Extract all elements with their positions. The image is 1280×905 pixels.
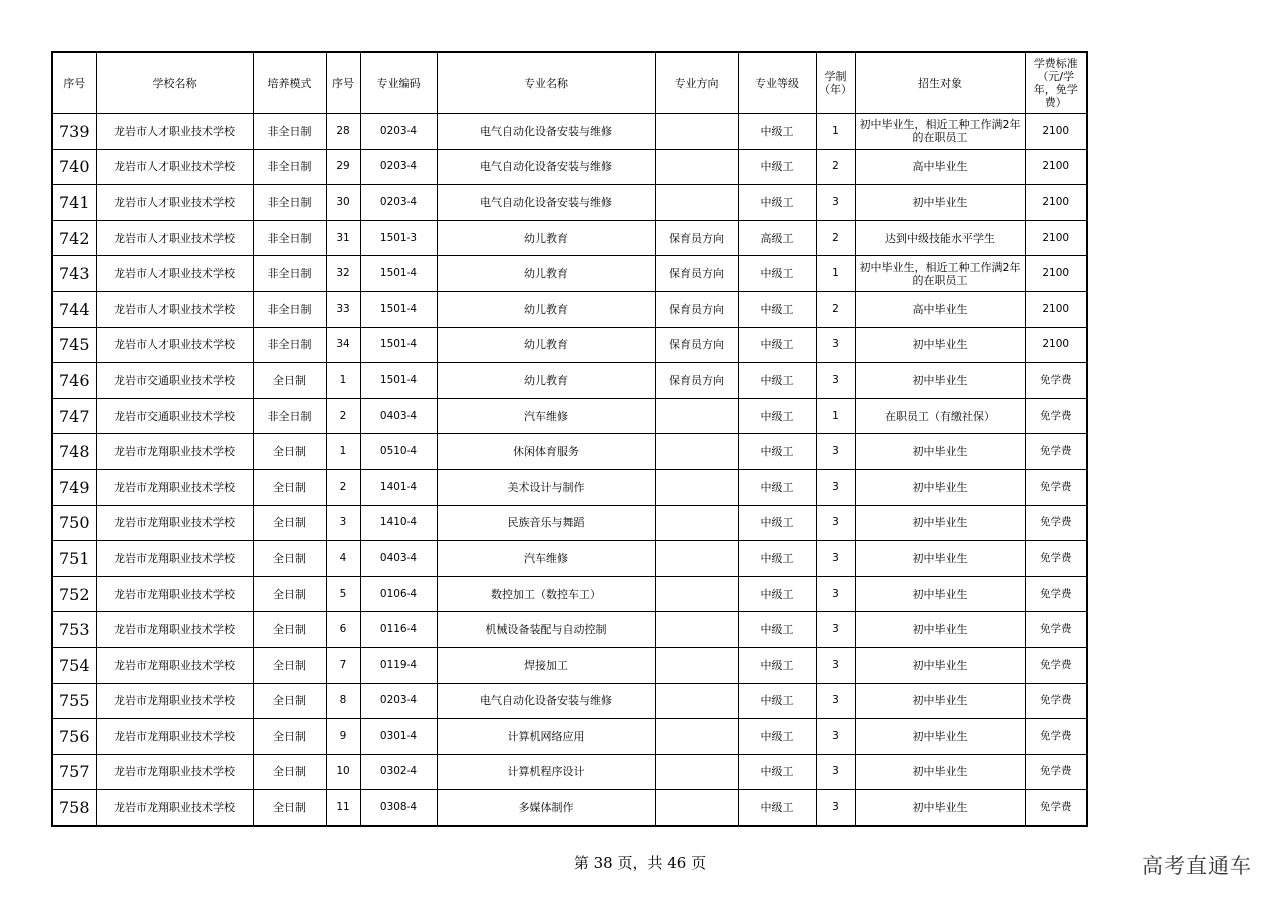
col-header-fee: 学费标准（元/学年，免学费） bbox=[1025, 52, 1087, 114]
cell-no: 758 bbox=[52, 790, 96, 826]
cell-seq: 2 bbox=[326, 469, 360, 505]
cell-mode: 全日制 bbox=[253, 647, 326, 683]
cell-major: 幼儿教育 bbox=[437, 256, 655, 292]
cell-code: 1501-4 bbox=[360, 327, 437, 363]
table-row bbox=[52, 469, 1087, 505]
cell-target: 初中毕业生 bbox=[855, 541, 1025, 577]
col-header-target: 招生对象 bbox=[855, 52, 1025, 114]
cell-mode: 非全日制 bbox=[253, 114, 326, 150]
cell-target: 初中毕业生 bbox=[855, 647, 1025, 683]
cell-level: 中级工 bbox=[738, 541, 816, 577]
cell-fee: 免学费 bbox=[1025, 469, 1087, 505]
cell-no: 753 bbox=[52, 612, 96, 648]
cell-direction bbox=[655, 683, 738, 719]
table-row bbox=[52, 576, 1087, 612]
cell-target: 在职员工（有缴社保） bbox=[855, 398, 1025, 434]
cell-level: 中级工 bbox=[738, 291, 816, 327]
table-row bbox=[52, 149, 1087, 185]
cell-target: 初中毕业生 bbox=[855, 469, 1025, 505]
cell-seq: 5 bbox=[326, 576, 360, 612]
cell-no: 747 bbox=[52, 398, 96, 434]
watermark: 高考直通车 bbox=[1142, 854, 1252, 878]
table-row bbox=[52, 185, 1087, 221]
cell-fee: 免学费 bbox=[1025, 790, 1087, 826]
cell-fee: 2100 bbox=[1025, 220, 1087, 256]
cell-years: 3 bbox=[816, 576, 855, 612]
cell-level: 中级工 bbox=[738, 683, 816, 719]
cell-years: 1 bbox=[816, 256, 855, 292]
cell-no: 751 bbox=[52, 541, 96, 577]
cell-seq: 1 bbox=[326, 434, 360, 470]
cell-seq: 8 bbox=[326, 683, 360, 719]
cell-target: 达到中级技能水平学生 bbox=[855, 220, 1025, 256]
cell-school: 龙岩市龙翔职业技术学校 bbox=[96, 541, 253, 577]
cell-school: 龙岩市交通职业技术学校 bbox=[96, 398, 253, 434]
table-row bbox=[52, 754, 1087, 790]
table-row bbox=[52, 719, 1087, 755]
cell-no: 757 bbox=[52, 754, 96, 790]
table-body bbox=[52, 114, 1087, 826]
cell-school: 龙岩市龙翔职业技术学校 bbox=[96, 754, 253, 790]
col-header-seq: 序号 bbox=[326, 52, 360, 114]
cell-fee: 免学费 bbox=[1025, 754, 1087, 790]
cell-seq: 1 bbox=[326, 363, 360, 399]
cell-mode: 全日制 bbox=[253, 434, 326, 470]
cell-fee: 免学费 bbox=[1025, 398, 1087, 434]
page-number: 第 38 页，共 46 页 bbox=[573, 854, 707, 872]
cell-fee: 免学费 bbox=[1025, 683, 1087, 719]
table-row bbox=[52, 505, 1087, 541]
cell-no: 749 bbox=[52, 469, 96, 505]
cell-no: 755 bbox=[52, 683, 96, 719]
cell-major: 电气自动化设备安装与维修 bbox=[437, 114, 655, 150]
cell-major: 民族音乐与舞蹈 bbox=[437, 505, 655, 541]
cell-fee: 2100 bbox=[1025, 256, 1087, 292]
table-row bbox=[52, 398, 1087, 434]
cell-years: 3 bbox=[816, 185, 855, 221]
cell-seq: 32 bbox=[326, 256, 360, 292]
cell-target: 初中毕业生，相近工种工作满2年的在职员工 bbox=[855, 256, 1025, 292]
cell-fee: 2100 bbox=[1025, 149, 1087, 185]
cell-seq: 7 bbox=[326, 647, 360, 683]
cell-years: 3 bbox=[816, 754, 855, 790]
cell-school: 龙岩市龙翔职业技术学校 bbox=[96, 505, 253, 541]
cell-major: 数控加工（数控车工） bbox=[437, 576, 655, 612]
cell-years: 3 bbox=[816, 434, 855, 470]
cell-school: 龙岩市人才职业技术学校 bbox=[96, 327, 253, 363]
cell-target: 高中毕业生 bbox=[855, 149, 1025, 185]
cell-major: 电气自动化设备安装与维修 bbox=[437, 149, 655, 185]
cell-mode: 全日制 bbox=[253, 505, 326, 541]
cell-direction bbox=[655, 505, 738, 541]
cell-school: 龙岩市人才职业技术学校 bbox=[96, 291, 253, 327]
cell-no: 742 bbox=[52, 220, 96, 256]
cell-direction bbox=[655, 576, 738, 612]
cell-code: 0510-4 bbox=[360, 434, 437, 470]
cell-seq: 10 bbox=[326, 754, 360, 790]
table-row bbox=[52, 790, 1087, 826]
table-row bbox=[52, 220, 1087, 256]
col-header-direction: 专业方向 bbox=[655, 52, 738, 114]
cell-years: 3 bbox=[816, 541, 855, 577]
cell-direction bbox=[655, 754, 738, 790]
cell-direction: 保育员方向 bbox=[655, 220, 738, 256]
cell-direction: 保育员方向 bbox=[655, 291, 738, 327]
cell-school: 龙岩市龙翔职业技术学校 bbox=[96, 790, 253, 826]
cell-level: 中级工 bbox=[738, 505, 816, 541]
cell-level: 高级工 bbox=[738, 220, 816, 256]
cell-seq: 6 bbox=[326, 612, 360, 648]
cell-target: 初中毕业生 bbox=[855, 185, 1025, 221]
cell-level: 中级工 bbox=[738, 612, 816, 648]
cell-seq: 34 bbox=[326, 327, 360, 363]
cell-school: 龙岩市龙翔职业技术学校 bbox=[96, 647, 253, 683]
cell-school: 龙岩市交通职业技术学校 bbox=[96, 363, 253, 399]
cell-fee: 2100 bbox=[1025, 327, 1087, 363]
cell-mode: 全日制 bbox=[253, 541, 326, 577]
cell-no: 745 bbox=[52, 327, 96, 363]
cell-seq: 33 bbox=[326, 291, 360, 327]
cell-years: 3 bbox=[816, 612, 855, 648]
cell-direction bbox=[655, 790, 738, 826]
cell-mode: 非全日制 bbox=[253, 256, 326, 292]
cell-code: 0116-4 bbox=[360, 612, 437, 648]
header-row bbox=[52, 52, 1087, 114]
cell-no: 743 bbox=[52, 256, 96, 292]
cell-mode: 非全日制 bbox=[253, 291, 326, 327]
cell-years: 1 bbox=[816, 114, 855, 150]
cell-no: 754 bbox=[52, 647, 96, 683]
cell-target: 初中毕业生 bbox=[855, 719, 1025, 755]
cell-major: 焊接加工 bbox=[437, 647, 655, 683]
cell-years: 2 bbox=[816, 149, 855, 185]
cell-direction: 保育员方向 bbox=[655, 363, 738, 399]
cell-fee: 免学费 bbox=[1025, 434, 1087, 470]
cell-level: 中级工 bbox=[738, 185, 816, 221]
cell-no: 756 bbox=[52, 719, 96, 755]
cell-code: 0203-4 bbox=[360, 683, 437, 719]
cell-years: 2 bbox=[816, 291, 855, 327]
cell-mode: 全日制 bbox=[253, 576, 326, 612]
cell-seq: 3 bbox=[326, 505, 360, 541]
col-header-code: 专业编码 bbox=[360, 52, 437, 114]
cell-level: 中级工 bbox=[738, 256, 816, 292]
table-row bbox=[52, 612, 1087, 648]
cell-target: 初中毕业生 bbox=[855, 434, 1025, 470]
cell-level: 中级工 bbox=[738, 149, 816, 185]
cell-direction: 保育员方向 bbox=[655, 256, 738, 292]
col-header-school: 学校名称 bbox=[96, 52, 253, 114]
cell-major: 机械设备装配与自动控制 bbox=[437, 612, 655, 648]
cell-school: 龙岩市人才职业技术学校 bbox=[96, 114, 253, 150]
cell-target: 高中毕业生 bbox=[855, 291, 1025, 327]
cell-code: 1501-4 bbox=[360, 363, 437, 399]
cell-direction bbox=[655, 541, 738, 577]
cell-fee: 2100 bbox=[1025, 114, 1087, 150]
cell-years: 3 bbox=[816, 719, 855, 755]
cell-level: 中级工 bbox=[738, 647, 816, 683]
cell-fee: 免学费 bbox=[1025, 505, 1087, 541]
cell-years: 2 bbox=[816, 220, 855, 256]
cell-major: 幼儿教育 bbox=[437, 363, 655, 399]
cell-code: 0203-4 bbox=[360, 149, 437, 185]
cell-major: 电气自动化设备安装与维修 bbox=[437, 683, 655, 719]
cell-years: 1 bbox=[816, 398, 855, 434]
cell-mode: 全日制 bbox=[253, 469, 326, 505]
cell-mode: 非全日制 bbox=[253, 149, 326, 185]
cell-no: 741 bbox=[52, 185, 96, 221]
cell-code: 0308-4 bbox=[360, 790, 437, 826]
cell-code: 0106-4 bbox=[360, 576, 437, 612]
table-row bbox=[52, 541, 1087, 577]
cell-major: 汽车维修 bbox=[437, 398, 655, 434]
table-row bbox=[52, 683, 1087, 719]
cell-fee: 免学费 bbox=[1025, 541, 1087, 577]
cell-major: 汽车维修 bbox=[437, 541, 655, 577]
cell-direction bbox=[655, 114, 738, 150]
cell-school: 龙岩市龙翔职业技术学校 bbox=[96, 612, 253, 648]
cell-target: 初中毕业生 bbox=[855, 612, 1025, 648]
cell-school: 龙岩市人才职业技术学校 bbox=[96, 256, 253, 292]
cell-school: 龙岩市龙翔职业技术学校 bbox=[96, 576, 253, 612]
cell-target: 初中毕业生 bbox=[855, 363, 1025, 399]
col-header-no: 序号 bbox=[52, 52, 96, 114]
cell-fee: 免学费 bbox=[1025, 612, 1087, 648]
cell-school: 龙岩市人才职业技术学校 bbox=[96, 185, 253, 221]
table-row bbox=[52, 327, 1087, 363]
col-header-level: 专业等级 bbox=[738, 52, 816, 114]
col-header-mode: 培养模式 bbox=[253, 52, 326, 114]
cell-mode: 全日制 bbox=[253, 683, 326, 719]
cell-no: 750 bbox=[52, 505, 96, 541]
cell-mode: 非全日制 bbox=[253, 398, 326, 434]
cell-years: 3 bbox=[816, 790, 855, 826]
cell-no: 746 bbox=[52, 363, 96, 399]
cell-years: 3 bbox=[816, 683, 855, 719]
col-header-years: 学制（年） bbox=[816, 52, 855, 114]
cell-level: 中级工 bbox=[738, 434, 816, 470]
cell-no: 752 bbox=[52, 576, 96, 612]
cell-fee: 2100 bbox=[1025, 291, 1087, 327]
cell-fee: 免学费 bbox=[1025, 719, 1087, 755]
cell-seq: 29 bbox=[326, 149, 360, 185]
cell-code: 0119-4 bbox=[360, 647, 437, 683]
cell-direction: 保育员方向 bbox=[655, 327, 738, 363]
cell-school: 龙岩市龙翔职业技术学校 bbox=[96, 719, 253, 755]
cell-seq: 2 bbox=[326, 398, 360, 434]
cell-years: 3 bbox=[816, 647, 855, 683]
cell-fee: 免学费 bbox=[1025, 576, 1087, 612]
cell-code: 1401-4 bbox=[360, 469, 437, 505]
cell-no: 739 bbox=[52, 114, 96, 150]
cell-mode: 非全日制 bbox=[253, 327, 326, 363]
cell-level: 中级工 bbox=[738, 790, 816, 826]
cell-no: 748 bbox=[52, 434, 96, 470]
table-row bbox=[52, 291, 1087, 327]
cell-mode: 全日制 bbox=[253, 363, 326, 399]
cell-mode: 非全日制 bbox=[253, 185, 326, 221]
cell-school: 龙岩市人才职业技术学校 bbox=[96, 149, 253, 185]
cell-direction bbox=[655, 469, 738, 505]
cell-code: 0301-4 bbox=[360, 719, 437, 755]
cell-level: 中级工 bbox=[738, 576, 816, 612]
cell-fee: 免学费 bbox=[1025, 363, 1087, 399]
cell-direction bbox=[655, 185, 738, 221]
cell-major: 计算机程序设计 bbox=[437, 754, 655, 790]
cell-mode: 全日制 bbox=[253, 612, 326, 648]
cell-code: 0203-4 bbox=[360, 114, 437, 150]
cell-target: 初中毕业生 bbox=[855, 327, 1025, 363]
cell-code: 0403-4 bbox=[360, 541, 437, 577]
cell-major: 美术设计与制作 bbox=[437, 469, 655, 505]
cell-fee: 免学费 bbox=[1025, 647, 1087, 683]
cell-level: 中级工 bbox=[738, 327, 816, 363]
cell-major: 计算机网络应用 bbox=[437, 719, 655, 755]
table-row bbox=[52, 434, 1087, 470]
cell-code: 1501-4 bbox=[360, 291, 437, 327]
cell-major: 幼儿教育 bbox=[437, 291, 655, 327]
cell-major: 休闲体育服务 bbox=[437, 434, 655, 470]
cell-target: 初中毕业生，相近工种工作满2年的在职员工 bbox=[855, 114, 1025, 150]
cell-school: 龙岩市龙翔职业技术学校 bbox=[96, 683, 253, 719]
cell-target: 初中毕业生 bbox=[855, 754, 1025, 790]
cell-code: 1410-4 bbox=[360, 505, 437, 541]
cell-school: 龙岩市人才职业技术学校 bbox=[96, 220, 253, 256]
cell-target: 初中毕业生 bbox=[855, 683, 1025, 719]
table-row bbox=[52, 256, 1087, 292]
cell-no: 744 bbox=[52, 291, 96, 327]
cell-direction bbox=[655, 149, 738, 185]
cell-level: 中级工 bbox=[738, 114, 816, 150]
cell-major: 多媒体制作 bbox=[437, 790, 655, 826]
table-row bbox=[52, 363, 1087, 399]
cell-target: 初中毕业生 bbox=[855, 505, 1025, 541]
cell-level: 中级工 bbox=[738, 719, 816, 755]
cell-mode: 非全日制 bbox=[253, 220, 326, 256]
table-row bbox=[52, 647, 1087, 683]
enrollment-table bbox=[51, 51, 1088, 827]
cell-seq: 31 bbox=[326, 220, 360, 256]
cell-direction bbox=[655, 647, 738, 683]
cell-code: 0403-4 bbox=[360, 398, 437, 434]
cell-direction bbox=[655, 398, 738, 434]
cell-code: 0302-4 bbox=[360, 754, 437, 790]
cell-direction bbox=[655, 612, 738, 648]
cell-target: 初中毕业生 bbox=[855, 790, 1025, 826]
cell-code: 1501-3 bbox=[360, 220, 437, 256]
table-row bbox=[52, 114, 1087, 150]
cell-mode: 全日制 bbox=[253, 790, 326, 826]
cell-direction bbox=[655, 434, 738, 470]
cell-school: 龙岩市龙翔职业技术学校 bbox=[96, 469, 253, 505]
cell-years: 3 bbox=[816, 505, 855, 541]
cell-years: 3 bbox=[816, 327, 855, 363]
cell-direction bbox=[655, 719, 738, 755]
cell-school: 龙岩市龙翔职业技术学校 bbox=[96, 434, 253, 470]
cell-mode: 全日制 bbox=[253, 719, 326, 755]
cell-seq: 11 bbox=[326, 790, 360, 826]
cell-major: 电气自动化设备安装与维修 bbox=[437, 185, 655, 221]
cell-seq: 9 bbox=[326, 719, 360, 755]
cell-target: 初中毕业生 bbox=[855, 576, 1025, 612]
col-header-major: 专业名称 bbox=[437, 52, 655, 114]
cell-fee: 2100 bbox=[1025, 185, 1087, 221]
cell-level: 中级工 bbox=[738, 398, 816, 434]
cell-years: 3 bbox=[816, 469, 855, 505]
cell-code: 0203-4 bbox=[360, 185, 437, 221]
cell-major: 幼儿教育 bbox=[437, 220, 655, 256]
cell-seq: 30 bbox=[326, 185, 360, 221]
cell-level: 中级工 bbox=[738, 469, 816, 505]
cell-level: 中级工 bbox=[738, 754, 816, 790]
cell-seq: 4 bbox=[326, 541, 360, 577]
cell-years: 3 bbox=[816, 363, 855, 399]
cell-code: 1501-4 bbox=[360, 256, 437, 292]
cell-no: 740 bbox=[52, 149, 96, 185]
cell-level: 中级工 bbox=[738, 363, 816, 399]
cell-seq: 28 bbox=[326, 114, 360, 150]
cell-mode: 全日制 bbox=[253, 754, 326, 790]
cell-major: 幼儿教育 bbox=[437, 327, 655, 363]
